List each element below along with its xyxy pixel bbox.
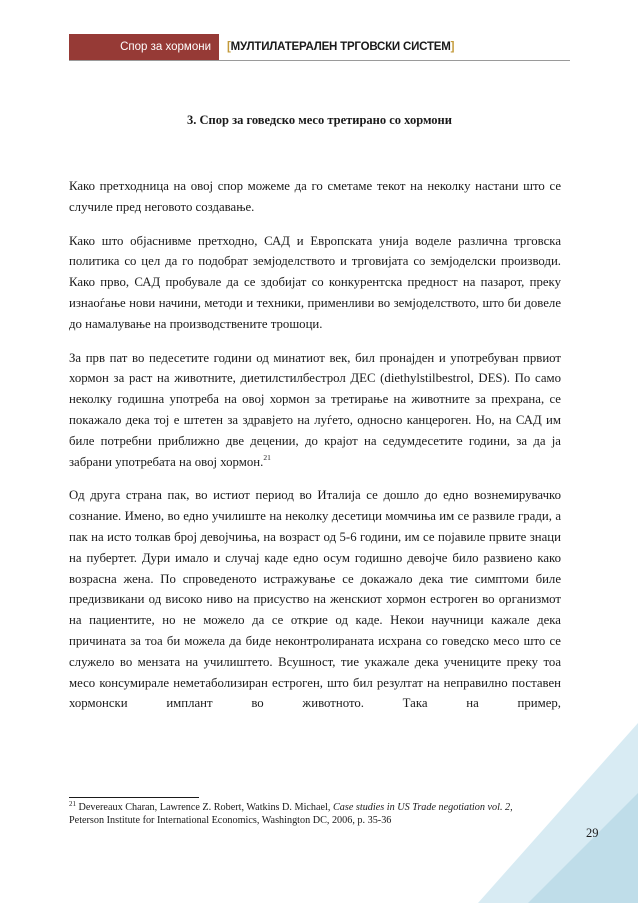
paragraph-1: Како претходница на овој спор можеме да го сметаме текот на неколку настани што се случиле пред неговото создавање. [69, 179, 561, 214]
corner-decoration [478, 723, 638, 903]
footnote-authors: Devereaux Charan, Lawrence Z. Robert, Watkins D. Michael, [76, 802, 333, 813]
title-close-bracket: ] [450, 41, 455, 53]
title-text: МУЛТИЛАТЕРАЛЕН ТРГОВСКИ СИСТЕМ [230, 41, 451, 53]
footnote-reference: 21 [263, 452, 271, 462]
header-divider [69, 60, 570, 61]
footnote-publisher: Peterson Institute for International Economics, Washington DC, 2006, p. 35-36 [69, 815, 392, 826]
footnote-number: 21 [69, 800, 76, 808]
header-document-title [227, 34, 454, 60]
title-open-bracket: [ [227, 41, 231, 53]
paragraph-3 [69, 348, 561, 473]
paragraph-4: Од друга страна пак, во истиот период во Италија се дошло до едно вознемирувачко сознание. Имено, во едно училиште на неколку десетици момчиња им се развиле гради, а пак на исто толкав број девојчиња, на возраст од 5-6 години, им се појавиле првите знаци на пубертет. Дури имало и случај каде едно осум годишно девојче било развиено како возрасна жена. По спроведеното истражување се докажало дека тие симптоми биле предизвикани од високо ниво на присуство на женскиот хормон естроген во организмот на пациентите, но не можело да се открие од каде. Некои научници кажале дека причината за тоа би можела да биде неконтролираната исхрана со говедско месо што се служело во мензата на училиштето. Всушност, тие укажале дека учениците преку тоа месо консумирале неметаболизиран естроген, што бил резултат на неправилно поставен хормонски имплант во животното. Така на пример, [69, 488, 561, 711]
footnote-divider [69, 797, 199, 798]
header-section-label: Спор за хормони [120, 41, 211, 53]
footnote-book-title: Case studies in US Trade negotiation vol. 2, [332, 802, 513, 813]
paragraph-3-text: За прв пат во педесетите години од минатиот век, бил пронајден и употребуван првиот хормон за раст на животните, диетилстилбестрол ДЕС (diethylstilbestrol, DES). По само неколку годишна употреба на овој хормон за третирање на животните за прехрана, се покажало дека тој е штетен за здравјето на луѓето, односно канцероген. Но, на САД им биле потребни приближно две децении, до крајот на седумдесетите години, за да ја забрани употребата на овој хормон. [69, 350, 561, 469]
body-text [69, 176, 561, 727]
page-number: 29 [586, 826, 599, 840]
header-section-tab [69, 34, 219, 60]
paragraph-2: Како што објаснивме претходно, САД и Европската унија воделе различна трговска политика со цел да го подобрат земјоделството и трговијата со земјоделски производи. Како прво, САД пробувале да се здобијат со конкурентска предност на пазарот, преку изнаоѓање нови начини, методи и техники, применливи во земјоделството, што би довеле до намалување на производствените трошоци. [69, 233, 561, 331]
section-heading: 3. Спор за говедско месо третирано со хормони [187, 113, 452, 127]
